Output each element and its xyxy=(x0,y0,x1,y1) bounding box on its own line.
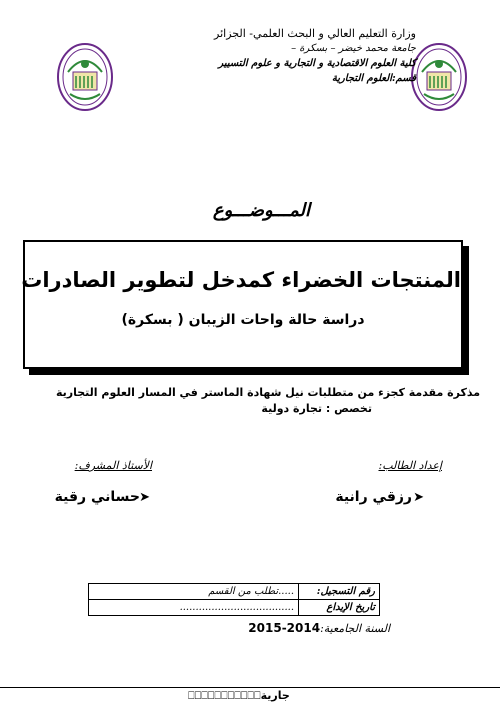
academic-year xyxy=(150,621,390,635)
supervisor-name: حساني رقية xyxy=(54,489,140,505)
subject-label: المـــوضـــوع xyxy=(212,200,310,221)
title-box xyxy=(23,240,463,369)
ministry-line: وزارة التعليم العالي و البحث العلمي- الجزائر xyxy=(214,27,416,40)
bottom-divider xyxy=(0,687,500,688)
university-emblem-icon xyxy=(56,42,114,112)
arrow-bullet-icon: ➤ xyxy=(139,490,150,505)
registration-table xyxy=(88,583,380,616)
university-line: جامعة محمد خيضر – بسكرة – xyxy=(291,43,416,54)
footer-fragment xyxy=(188,689,290,703)
supervisor-label: الأستاذ المشرف: xyxy=(74,459,152,472)
academic-year-value: 2014-2015 xyxy=(248,621,321,635)
footer-text: جارية xyxy=(260,689,290,702)
student-label: إعداد الطالب: xyxy=(378,459,442,472)
arrow-bullet-icon: ➤ xyxy=(413,490,424,505)
thesis-statement: مذكرة مقدمة كجزء من متطلبات نيل شهادة الماستر في المسار العلوم التجارية xyxy=(55,386,480,399)
thesis-title: المنتجات الخضراء كمدخل لتطوير الصادرات xyxy=(21,268,461,292)
institution-header xyxy=(116,26,416,86)
academic-year-label: السنة الجامعية: xyxy=(320,622,390,635)
registration-number-label: رقم التسجيل: xyxy=(299,584,380,600)
footer-missing-glyphs: ⎕⎕⎕⎕⎕⎕⎕⎕⎕⎕⎕ xyxy=(188,689,261,702)
student-name: رزقي رانية xyxy=(335,489,412,505)
registration-number-value: .....تطلب من القسم xyxy=(89,584,299,600)
deposit-date-label: تاريخ الإيداع xyxy=(299,600,380,616)
faculty-line: كلية العلوم الاقتصادية و التجارية و علوم التسيير xyxy=(218,58,416,69)
department-line: قسم:العلوم التجارية xyxy=(331,73,416,84)
table-row xyxy=(89,600,380,616)
table-row xyxy=(89,584,380,600)
thesis-subtitle: دراسة حالة واحات الزيبان ( بسكرة) xyxy=(121,312,365,328)
specialization: تخصص : تجارة دولية xyxy=(261,402,372,415)
university-emblem-icon xyxy=(410,42,468,112)
deposit-date-value: .................................... xyxy=(89,600,299,616)
